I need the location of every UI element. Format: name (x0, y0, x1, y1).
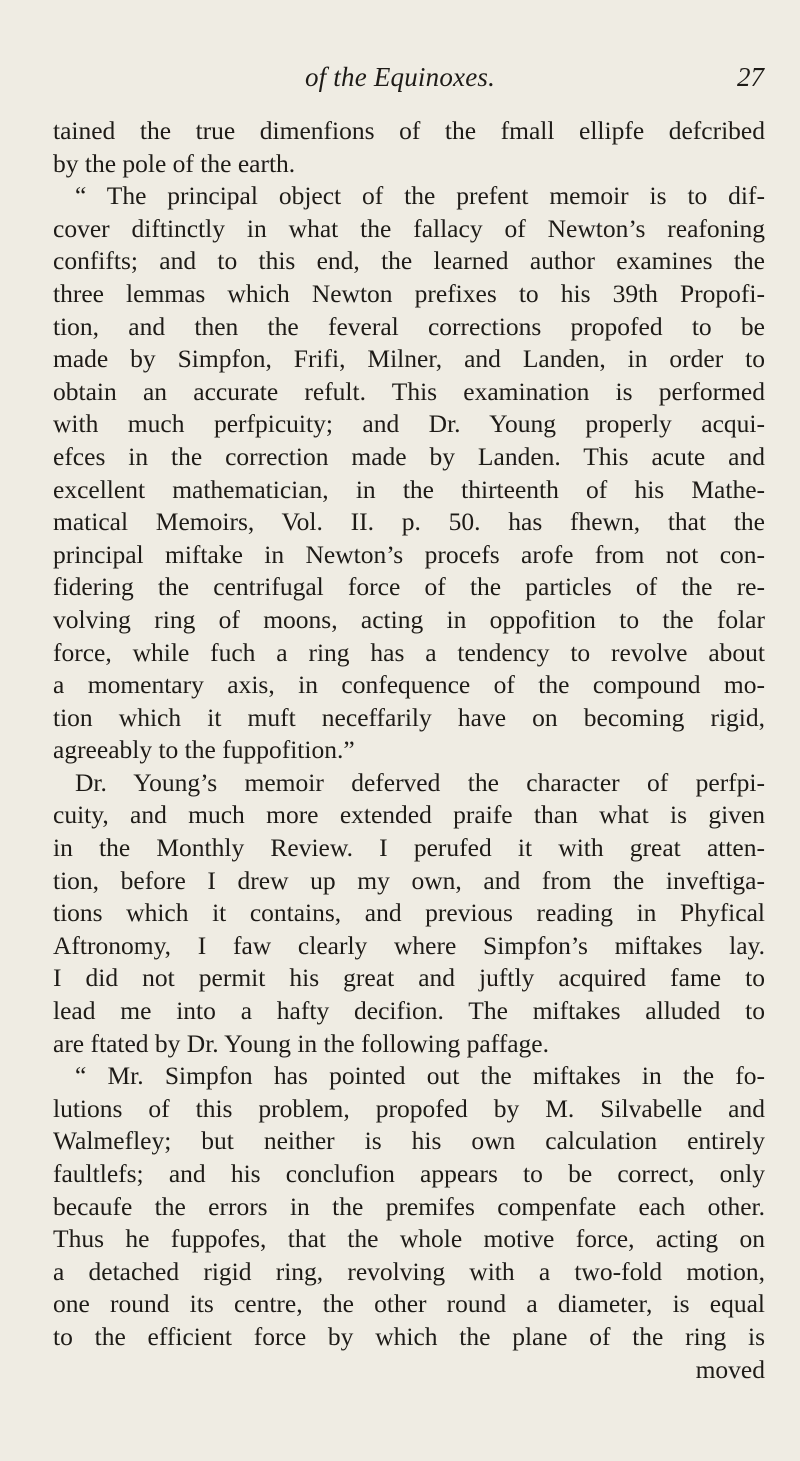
text-line: becaufe the errors in the premifes compenfate each other. (53, 1191, 765, 1221)
text-line: Dr. Young’s memoir deferved the character of perfpi- (75, 767, 765, 797)
running-head (0, 62, 800, 102)
text-line: matical Memoirs, Vol. II. p. 50. has fhewn, that the (53, 507, 765, 537)
text-line: confifts; and to this end, the learned author examines the (53, 246, 765, 276)
page-number: 27 (737, 62, 764, 92)
text-line: lutions of this problem, propofed by M. Silvabelle and (53, 1093, 765, 1123)
text-line: one round its centre, the other round a diameter, is equal (53, 1289, 765, 1319)
text-line: with much perfpicuity; and Dr. Young properly acqui- (53, 409, 765, 439)
text-line: made by Simpfon, Frifi, Milner, and Landen, in order to (53, 344, 765, 374)
text-line: “ Mr. Simpfon has pointed out the miftakes in the fo- (75, 1061, 765, 1091)
text-line: tions which it contains, and previous reading in Phyfical (53, 898, 765, 928)
text-line: excellent mathematician, in the thirteenth of his Mathe- (53, 474, 765, 504)
text-line: force, while fuch a ring has a tendency to revolve about (53, 637, 765, 667)
text-line: fidering the centrifugal force of the particles of the re- (53, 572, 765, 602)
text-line: are ftated by Dr. Young in the following paffage. (53, 1028, 549, 1058)
text-line: three lemmas which Newton prefixes to his 39th Propofi- (53, 278, 765, 308)
text-line: tion, before I drew up my own, and from the inveftiga- (53, 865, 765, 895)
text-line: Thus he fuppofes, that the whole motive force, acting on (53, 1224, 765, 1254)
text-line: in the Monthly Review. I perufed it with great atten- (53, 833, 765, 863)
text-line: obtain an accurate refult. This examination is performed (53, 376, 765, 406)
text-line: tained the true dimenfions of the fmall ellipfe defcribed (53, 116, 765, 145)
text-line: tion which it muft neceffarily have on becoming rigid, (53, 702, 765, 732)
text-line: agreeably to the fuppofition.” (53, 735, 355, 765)
text-line: tion, and then the feveral corrections propofed to be (53, 311, 765, 341)
text-line: cover diftinctly in what the fallacy of Newton’s reafoning (53, 213, 765, 243)
text-line: principal miftake in Newton’s procefs arofe from not con- (53, 539, 765, 569)
text-line: efces in the correction made by Landen. This acute and (53, 441, 765, 471)
text-line: a momentary axis, in confequence of the compound mo- (53, 670, 765, 700)
text-line: to the efficient force by which the plane of the ring is (53, 1321, 765, 1351)
text-line: Walmefley; but neither is his own calculation entirely (53, 1126, 765, 1156)
text-line: cuity, and much more extended praife than what is given (53, 800, 765, 830)
text-line: a detached rigid ring, revolving with a two-fold motion, (53, 1256, 765, 1286)
body-text (53, 115, 765, 1386)
text-line: by the pole of the earth. (53, 148, 296, 178)
catchword: moved (695, 1354, 765, 1384)
text-line: volving ring of moons, acting in oppofition to the folar (53, 604, 765, 634)
text-line: lead me into a hafty decifion. The miftakes alluded to (53, 996, 765, 1026)
text-line: faultlefs; and his conclufion appears to be correct, only (53, 1159, 765, 1188)
text-line: I did not permit his great and juftly acquired fame to (53, 963, 765, 993)
text-line: Aftronomy, I faw clearly where Simpfon’s miftakes lay. (53, 930, 765, 960)
text-line: “ The principal object of the prefent memoir is to dif- (75, 181, 765, 211)
running-title: of the Equinoxes. (304, 62, 496, 92)
